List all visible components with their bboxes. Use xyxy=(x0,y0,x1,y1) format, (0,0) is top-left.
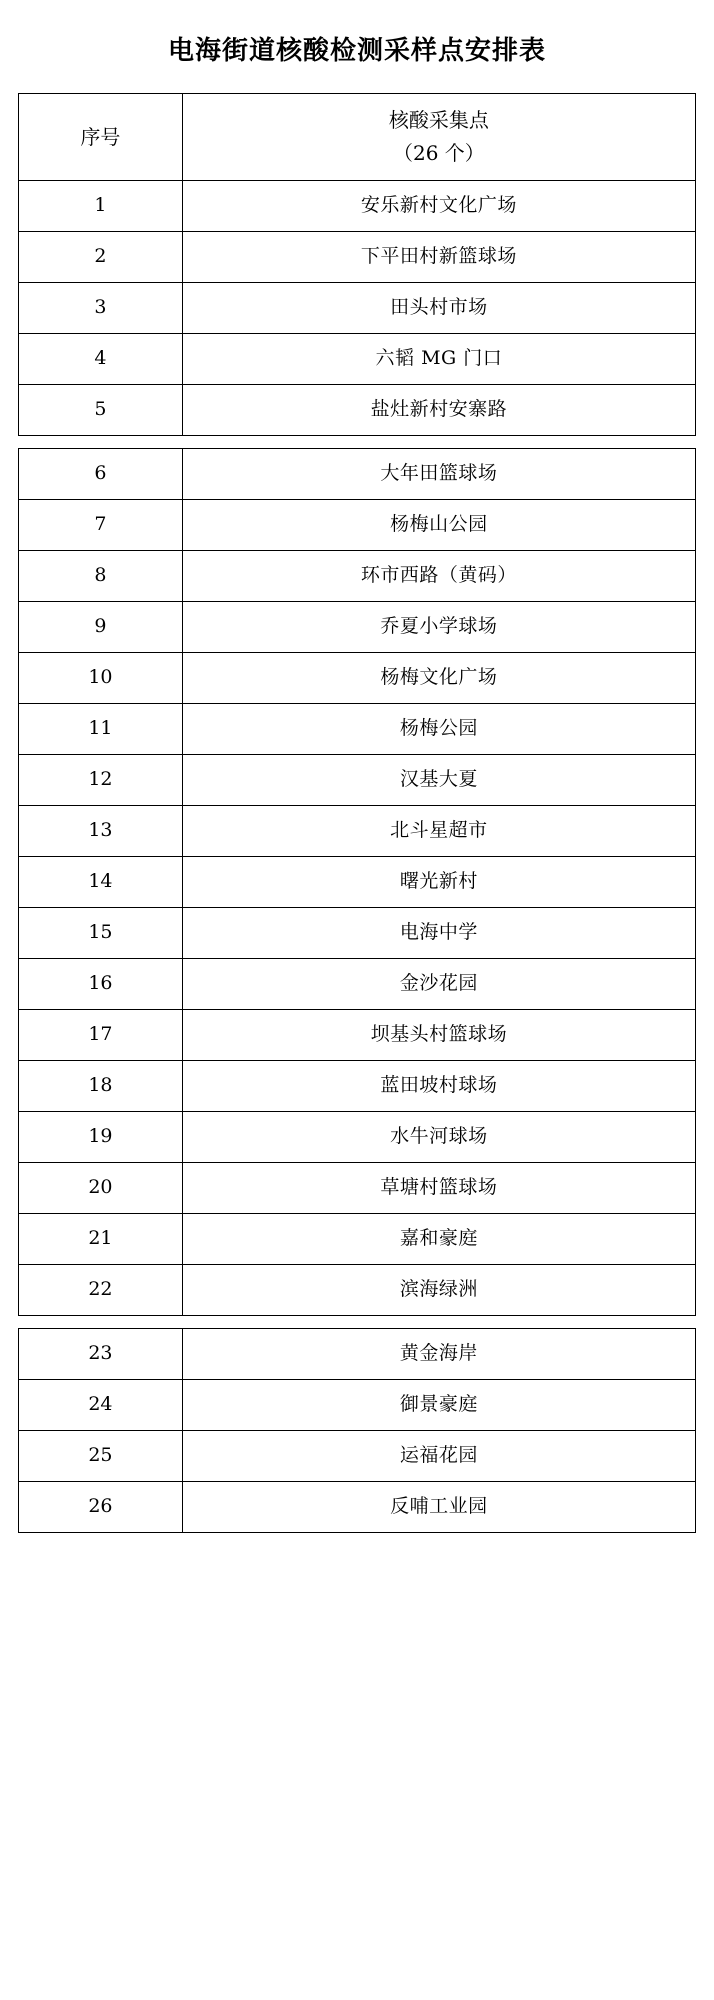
row-site-cell xyxy=(182,1380,695,1431)
row-site-cell xyxy=(182,959,695,1010)
row-site-name: 汉基大夏 xyxy=(399,768,478,791)
page-title: 电海街道核酸检测采样点安排表 xyxy=(167,36,546,66)
row-site-cell xyxy=(182,1265,695,1316)
table-row xyxy=(19,959,696,1010)
row-site-cell xyxy=(182,551,695,602)
table-row xyxy=(19,653,696,704)
row-index: 3 xyxy=(94,296,107,319)
table-row xyxy=(19,449,696,500)
row-index: 5 xyxy=(94,398,107,421)
row-site-name: 环市西路（黄码） xyxy=(360,564,517,587)
row-index-cell xyxy=(19,1265,183,1316)
row-site-cell xyxy=(182,755,695,806)
table-row xyxy=(19,908,696,959)
row-site-name: 盐灶新村安寨路 xyxy=(370,398,508,421)
row-site-name: 滨海绿洲 xyxy=(399,1278,478,1301)
row-site-name: 安乐新村文化广场 xyxy=(360,194,517,217)
sampling-sites-table-continued xyxy=(18,1328,696,1533)
row-index: 20 xyxy=(88,1176,113,1199)
row-index: 4 xyxy=(94,347,107,370)
row-site-cell xyxy=(182,232,695,283)
table-row xyxy=(19,806,696,857)
row-site-cell xyxy=(182,181,695,232)
row-site-name: 曙光新村 xyxy=(399,870,478,893)
table-header-row xyxy=(19,94,696,181)
row-index-cell xyxy=(19,500,183,551)
table-row xyxy=(19,857,696,908)
row-index-cell xyxy=(19,602,183,653)
row-site-cell xyxy=(182,1010,695,1061)
row-index-cell xyxy=(19,704,183,755)
header-site-label: 核酸采集点 xyxy=(388,108,489,132)
row-index-cell xyxy=(19,857,183,908)
row-site-name: 下平田村新篮球场 xyxy=(360,245,517,268)
row-index-cell xyxy=(19,1482,183,1533)
row-site-name: 乔夏小学球场 xyxy=(380,615,498,638)
row-index: 7 xyxy=(94,513,107,536)
row-index: 10 xyxy=(88,666,113,689)
table-row xyxy=(19,551,696,602)
table-body xyxy=(19,94,696,436)
row-site-cell xyxy=(182,1112,695,1163)
row-index: 22 xyxy=(88,1278,113,1301)
row-index-cell xyxy=(19,1431,183,1482)
table-row xyxy=(19,1010,696,1061)
row-site-cell xyxy=(182,500,695,551)
row-index: 6 xyxy=(94,462,107,485)
sampling-sites-table-continued xyxy=(18,448,696,1316)
sampling-sites-table xyxy=(18,93,696,436)
row-index: 15 xyxy=(88,921,113,944)
row-index-cell xyxy=(19,1380,183,1431)
row-site-name: 黄金海岸 xyxy=(399,1342,478,1365)
row-index: 1 xyxy=(94,194,107,217)
table-row xyxy=(19,1214,696,1265)
row-site-name: 金沙花园 xyxy=(399,972,478,995)
row-index: 26 xyxy=(88,1495,113,1518)
table-row xyxy=(19,232,696,283)
table-row xyxy=(19,385,696,436)
row-site-cell xyxy=(182,449,695,500)
row-index-cell xyxy=(19,1163,183,1214)
row-site-name: 杨梅公园 xyxy=(399,717,478,740)
row-index: 16 xyxy=(88,972,113,995)
row-site-cell xyxy=(182,704,695,755)
row-index-cell xyxy=(19,385,183,436)
row-index-cell xyxy=(19,1112,183,1163)
table-body xyxy=(19,449,696,1316)
row-index-cell xyxy=(19,449,183,500)
table-row xyxy=(19,1380,696,1431)
table-row xyxy=(19,704,696,755)
table-row xyxy=(19,602,696,653)
row-index: 17 xyxy=(88,1023,113,1046)
row-index-cell xyxy=(19,653,183,704)
row-site-cell xyxy=(182,334,695,385)
row-site-cell xyxy=(182,1431,695,1482)
row-site-name: 蓝田坡村球场 xyxy=(380,1074,498,1097)
row-index: 11 xyxy=(88,717,113,740)
row-site-name: 草塘村篮球场 xyxy=(380,1176,498,1199)
row-site-cell xyxy=(182,908,695,959)
row-index-cell xyxy=(19,1329,183,1380)
row-site-cell xyxy=(182,1163,695,1214)
table-row xyxy=(19,1265,696,1316)
header-cell-site xyxy=(182,94,695,181)
row-index: 18 xyxy=(88,1074,113,1097)
row-site-name: 电海中学 xyxy=(399,921,478,944)
table-row xyxy=(19,1329,696,1380)
row-index-cell xyxy=(19,551,183,602)
table-row xyxy=(19,283,696,334)
row-site-cell xyxy=(182,602,695,653)
row-site-name: 坝基头村篮球场 xyxy=(370,1023,508,1046)
row-index-cell xyxy=(19,334,183,385)
row-index: 19 xyxy=(88,1125,113,1148)
table-row xyxy=(19,1112,696,1163)
table-row xyxy=(19,500,696,551)
row-site-cell xyxy=(182,1214,695,1265)
row-site-name: 水牛河球场 xyxy=(390,1125,488,1148)
row-site-name: 杨梅文化广场 xyxy=(380,666,498,689)
row-index-cell xyxy=(19,283,183,334)
row-index-cell xyxy=(19,1010,183,1061)
row-index: 21 xyxy=(88,1227,113,1250)
row-index-cell xyxy=(19,806,183,857)
table-row xyxy=(19,181,696,232)
row-index: 23 xyxy=(88,1342,113,1365)
table-body xyxy=(19,1329,696,1533)
table-row xyxy=(19,1482,696,1533)
table-row xyxy=(19,755,696,806)
row-index: 2 xyxy=(94,245,107,268)
row-site-cell xyxy=(182,385,695,436)
row-index: 8 xyxy=(94,564,107,587)
row-site-name: 田头村市场 xyxy=(390,296,488,319)
row-index-cell xyxy=(19,232,183,283)
row-site-cell xyxy=(182,1329,695,1380)
row-site-name: 六韬 MG 门口 xyxy=(375,347,503,370)
row-site-cell xyxy=(182,653,695,704)
row-site-cell xyxy=(182,1482,695,1533)
row-site-name: 反哺工业园 xyxy=(390,1495,488,1518)
row-site-name: 杨梅山公园 xyxy=(390,513,488,536)
row-site-name: 御景豪庭 xyxy=(399,1393,478,1416)
row-site-name: 运福花园 xyxy=(399,1444,478,1467)
header-index-label: 序号 xyxy=(80,124,121,149)
header-site-count: （26 个） xyxy=(393,141,485,165)
row-site-name: 大年田篮球场 xyxy=(380,462,498,485)
table-row xyxy=(19,1163,696,1214)
table-row xyxy=(19,1431,696,1482)
row-index-cell xyxy=(19,1214,183,1265)
row-index: 24 xyxy=(88,1393,113,1416)
row-index: 14 xyxy=(88,870,113,893)
row-index: 9 xyxy=(94,615,107,638)
row-index: 12 xyxy=(88,768,113,791)
row-index: 13 xyxy=(88,819,113,842)
row-site-name: 嘉和豪庭 xyxy=(399,1227,478,1250)
table-row xyxy=(19,1061,696,1112)
row-index-cell xyxy=(19,908,183,959)
row-site-cell xyxy=(182,857,695,908)
row-index-cell xyxy=(19,181,183,232)
row-site-cell xyxy=(182,283,695,334)
sampling-sites-table-wrapper xyxy=(18,93,696,1533)
row-index: 25 xyxy=(88,1444,113,1467)
row-site-cell xyxy=(182,806,695,857)
row-index-cell xyxy=(19,959,183,1010)
row-index-cell xyxy=(19,755,183,806)
row-site-cell xyxy=(182,1061,695,1112)
table-row xyxy=(19,334,696,385)
header-cell-index xyxy=(19,94,183,181)
row-site-name: 北斗星超市 xyxy=(390,819,488,842)
row-index-cell xyxy=(19,1061,183,1112)
